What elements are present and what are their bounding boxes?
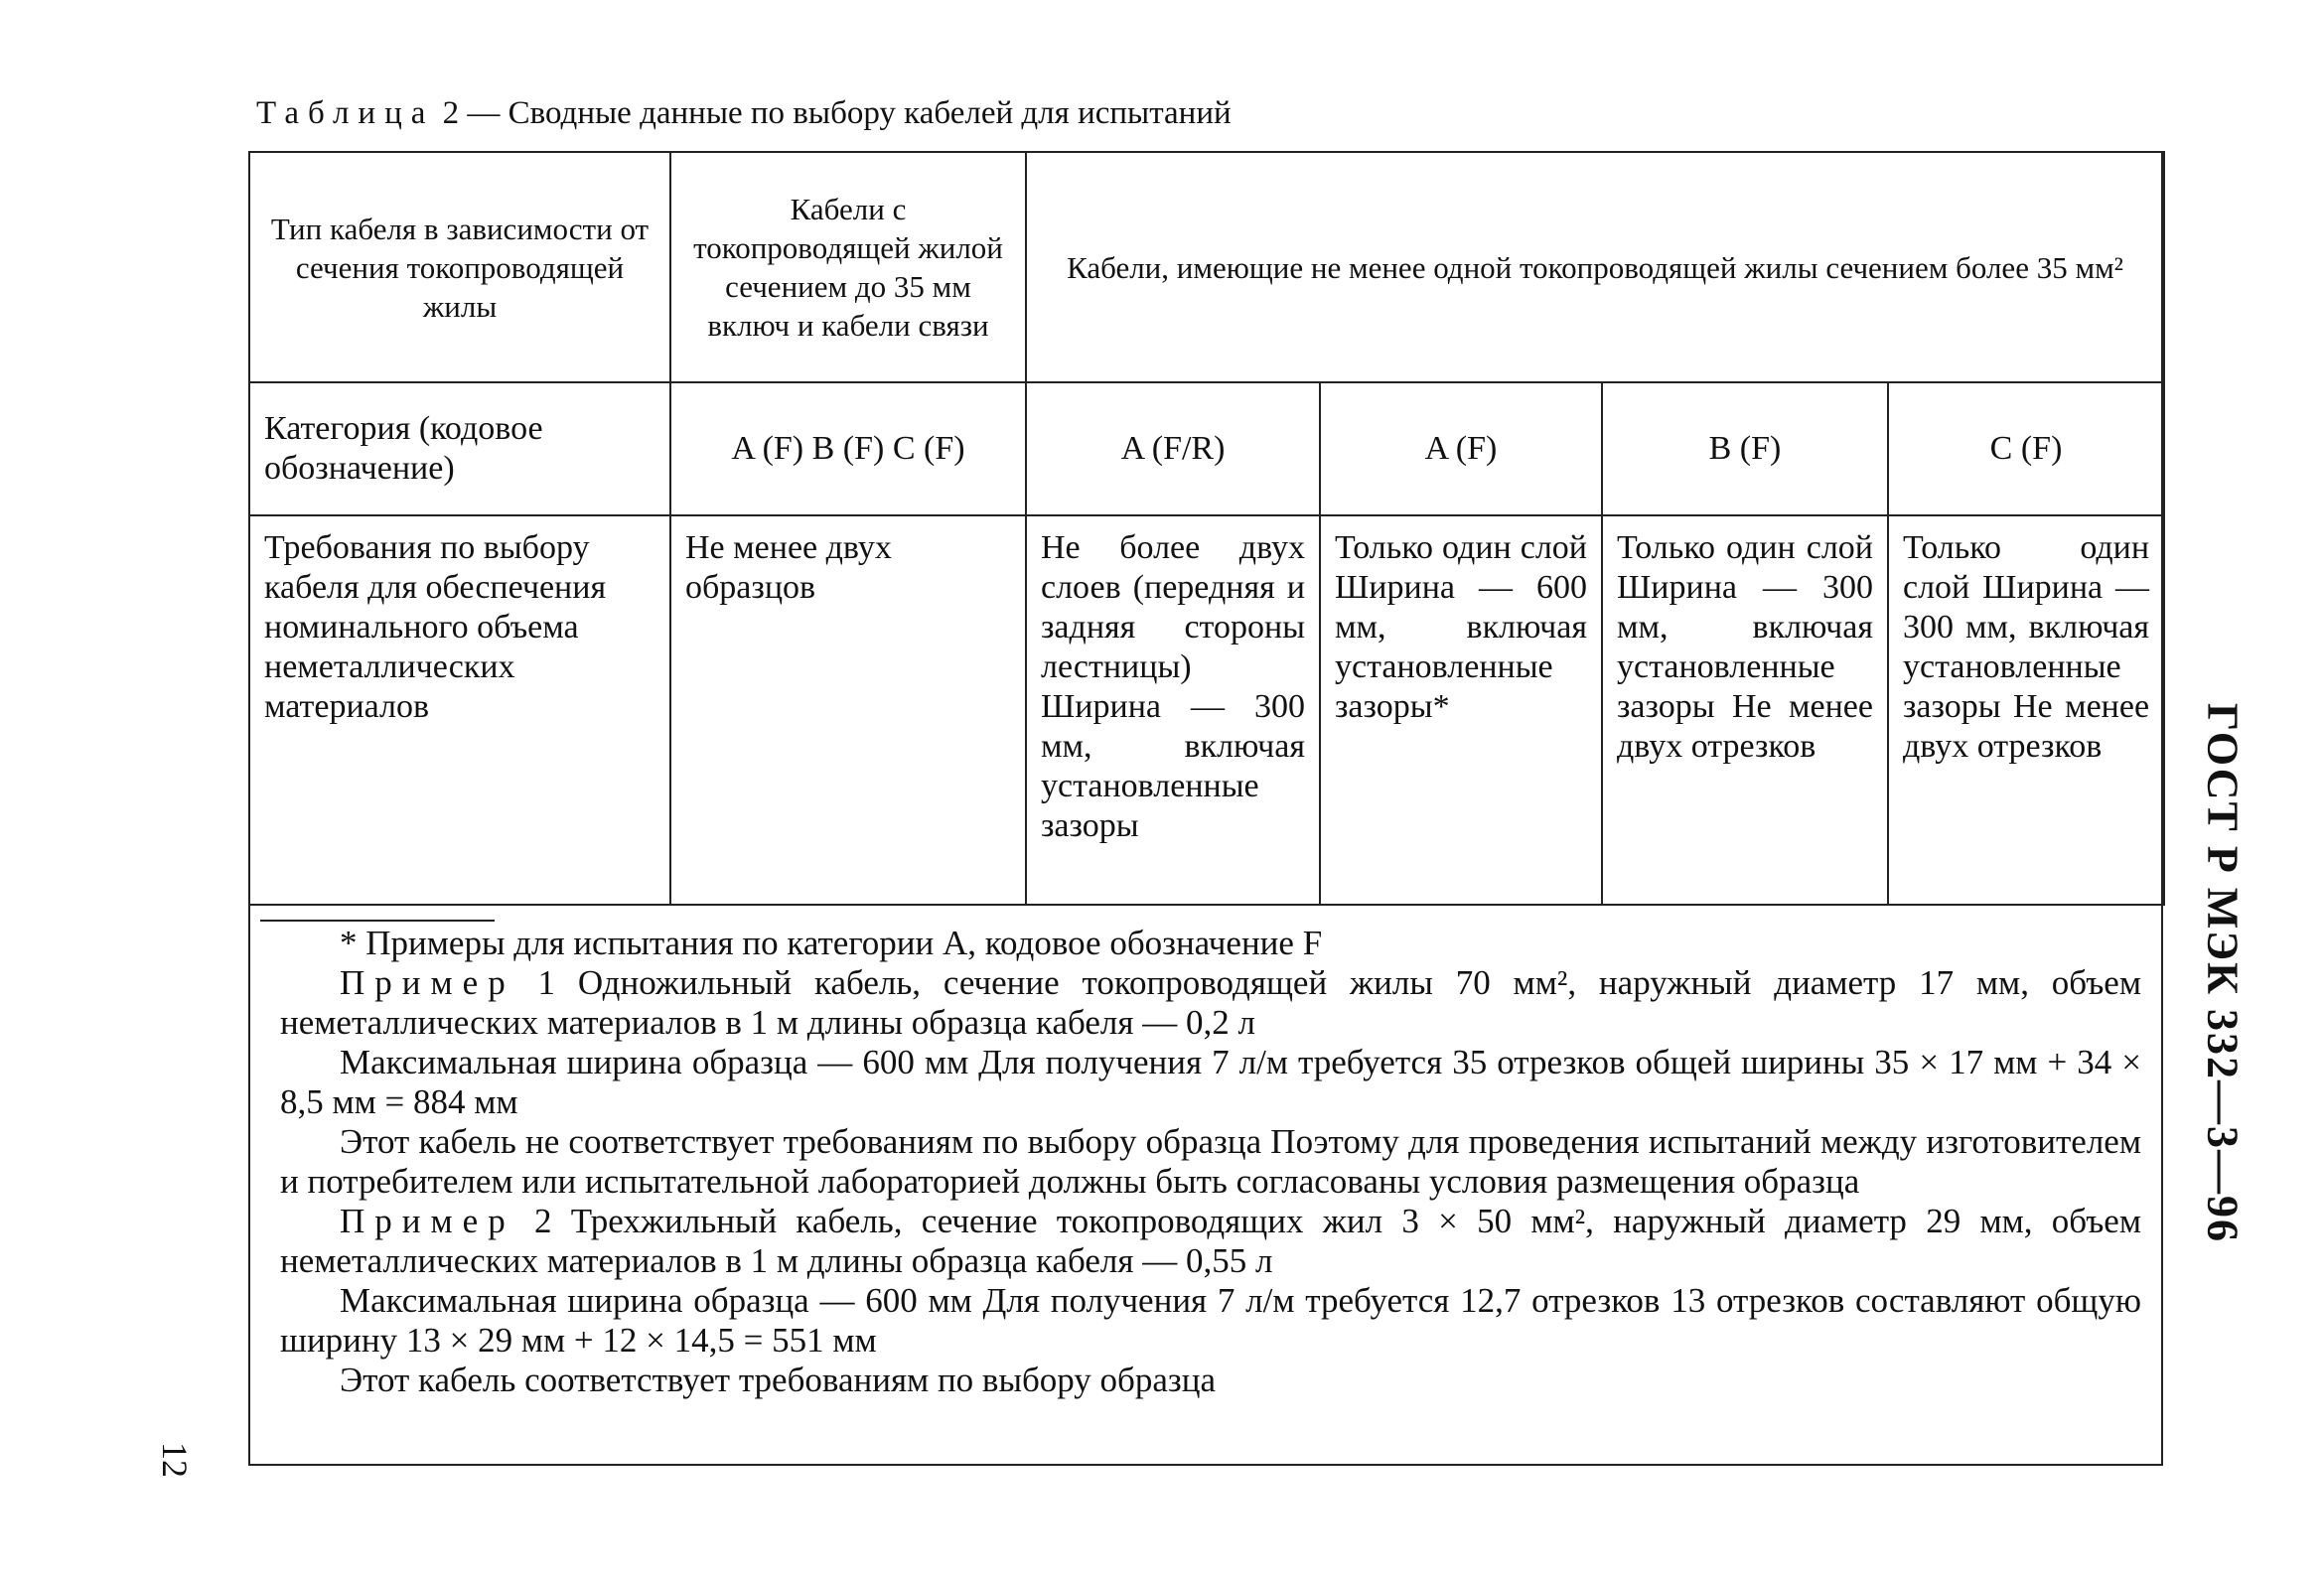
requirements-b-f: Только один слой Ширина — 300 мм, включая установленные зазоры Не менее двух отрезков xyxy=(1602,515,1888,905)
example-2-width: Максимальная ширина образца — 600 мм Для получения 7 л/м требуется 12,7 отрезков 13 отрезков составляют общую ширину 13 × 29 мм + 12 × 14,5 = 551 мм xyxy=(280,1281,2141,1360)
example-1 xyxy=(280,963,2141,1043)
category-a-f: A (F) xyxy=(1320,382,1602,515)
requirements-row xyxy=(249,515,2164,905)
caption-text: 2 — Сводные данные по выбору кабелей для испытаний xyxy=(434,95,1232,131)
requirements-label: Требования по выбору кабеля для обеспечения номинального объема неметаллических материалов xyxy=(249,515,670,905)
footnote-rule xyxy=(260,920,495,922)
page-number: 12 xyxy=(155,1442,195,1478)
example-1-conclusion: Этот кабель не соответствует требованиям по выбору образца Поэтому для проведения испытаний между изготовителем и потребителем или испытательной лабораторией должны быть согласованы условия размещения образца xyxy=(280,1122,2141,1201)
cable-selection-table xyxy=(248,151,2165,906)
example-2-label: Пример xyxy=(340,1202,515,1240)
header-row xyxy=(249,152,2164,382)
header-small-cables: Кабели с токопроводящей жилой сечением до 35 мм включ и кабели связи xyxy=(670,152,1026,382)
caption-label: Таблица xyxy=(256,95,435,131)
requirements-a-f: Только один слой Ширина — 600 мм, включая установленные зазоры* xyxy=(1320,515,1602,905)
category-c-f: C (F) xyxy=(1888,382,2164,515)
header-cable-type: Тип кабеля в зависимости от сечения токопроводящей жилы xyxy=(249,152,670,382)
table-notes xyxy=(280,924,2141,1400)
table-caption xyxy=(256,95,1232,132)
example-1-width: Максимальная ширина образца — 600 мм Для получения 7 л/м требуется 35 отрезков общей ширины 35 × 17 мм + 34 × 8,5 мм = 884 мм xyxy=(280,1043,2141,1121)
footnote-star: * Примеры для испытания по категории А, кодовое обозначение F xyxy=(340,924,1323,962)
requirements-c-f: Только один слой Ширина — 300 мм, включая установленные зазоры Не менее двух отрезков xyxy=(1888,515,2164,905)
requirements-small-cables: Не менее двух образцов xyxy=(670,515,1026,905)
requirements-a-fr: Не более двух слоев (передняя и задняя стороны лестницы) Ширина — 300 мм, включая установленные зазоры xyxy=(1026,515,1320,905)
example-1-label: Пример xyxy=(340,963,515,1002)
example-2 xyxy=(280,1202,2141,1281)
category-b-f: B (F) xyxy=(1602,382,1888,515)
category-label: Категория (кодовое обозначение) xyxy=(249,382,670,515)
category-a-fr: A (F/R) xyxy=(1026,382,1320,515)
category-small-cables: A (F) B (F) C (F) xyxy=(670,382,1026,515)
header-large-cables: Кабели, имеющие не менее одной токопроводящей жилы сечением более 35 мм² xyxy=(1026,152,2164,382)
category-row xyxy=(249,382,2164,515)
example-2-text: 2 Трехжильный кабель, сечение токопроводящих жил 3 × 50 мм², наружный диаметр 29 мм, объем неметаллических материалов в 1 м длины образца кабеля — 0,55 л xyxy=(280,1202,2141,1280)
example-2-conclusion: Этот кабель соответствует требованиям по выбору образца xyxy=(340,1361,1216,1399)
example-1-text: 1 Одножильный кабель, сечение токопроводящей жилы 70 мм², наружный диаметр 17 мм, объем неметаллических материалов в 1 м длины образца кабеля — 0,2 л xyxy=(280,963,2141,1042)
document-code: ГОСТ Р МЭК 332—3—96 xyxy=(2198,703,2248,1243)
